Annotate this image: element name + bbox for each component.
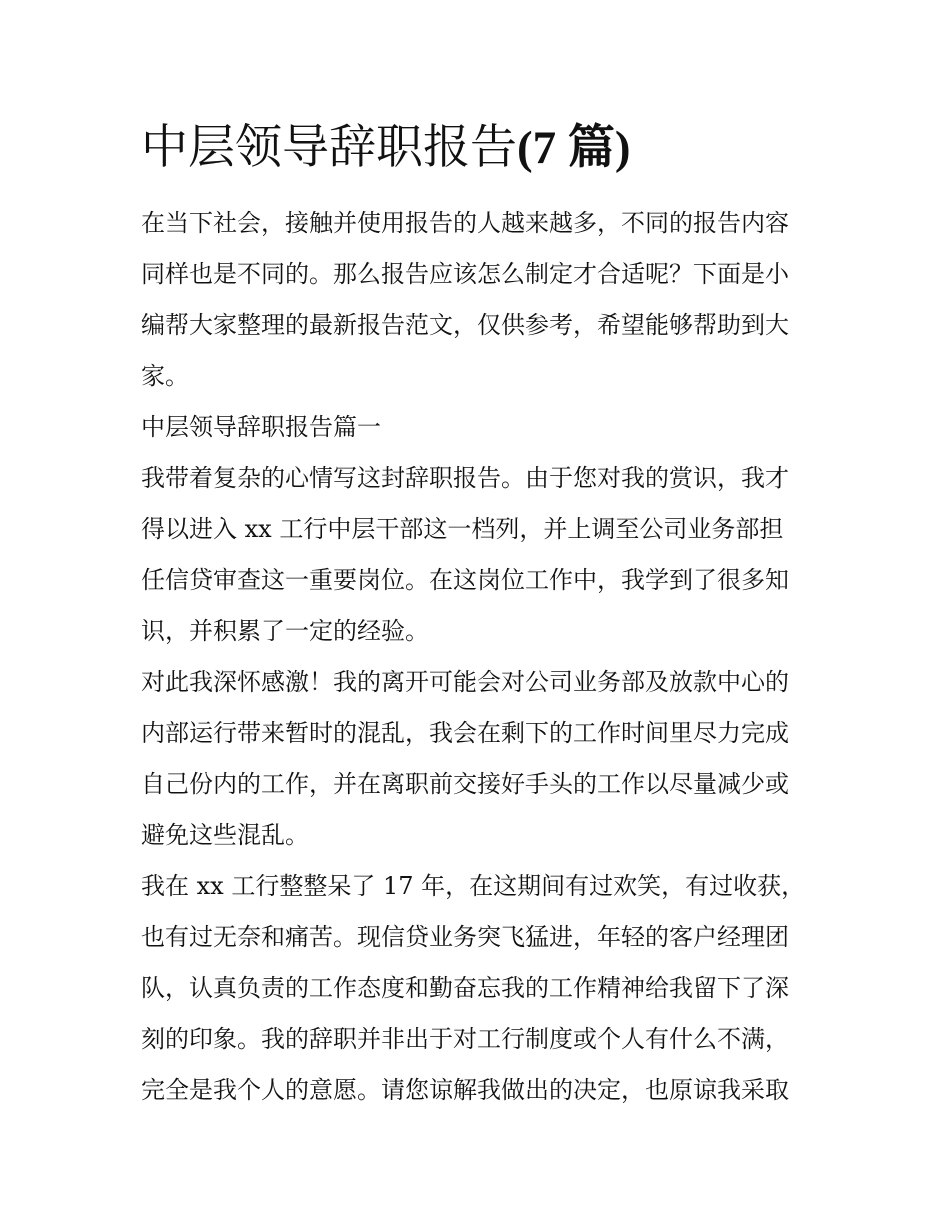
document-body [141, 112, 821, 1116]
paragraph-3-line-4: 刻的印象。我的辞职并非出于对工行制度或个人有什么不满， [141, 1025, 789, 1053]
paragraph-2-line-2: 内部运行带来暂时的混乱，我会在剩下的工作时间里尽力完成 [141, 719, 789, 747]
paragraph-1-line-2: 得以进入 xx 工行中层干部这一档列，并上调至公司业务部担 [141, 515, 784, 543]
paragraph-1-line-4: 识，并积累了一定的经验。 [141, 617, 429, 645]
intro-line-4: 家。 [141, 362, 189, 390]
paragraph-2-line-3: 自己份内的工作，并在离职前交接好手头的工作以尽量减少或 [141, 770, 789, 798]
intro-line-2: 同样也是不同的。那么报告应该怎么制定才合适呢？下面是小 [141, 260, 789, 288]
document-title [141, 112, 821, 184]
paragraph-3-line-2: 也有过无奈和痛苦。现信贷业务突飞猛进，年轻的客户经理团 [141, 923, 789, 951]
intro-line-3: 编帮大家整理的最新报告范文，仅供参考，希望能够帮助到大 [141, 311, 789, 339]
intro-line-1: 在当下社会，接触并使用报告的人越来越多，不同的报告内容 [141, 209, 789, 237]
paragraph-3-line-1: 我在 xx 工行整整呆了 17 年，在这期间有过欢笑，有过收获， [141, 872, 806, 900]
section-heading: 中层领导辞职报告篇一 [141, 413, 381, 441]
paragraph-2-line-1: 对此我深怀感激！我的离开可能会对公司业务部及放款中心的 [141, 668, 789, 696]
paragraph-1-line-3: 任信贷审查这一重要岗位。在这岗位工作中，我学到了很多知 [141, 566, 789, 594]
title-main: 中层领导辞职报告 [141, 120, 517, 175]
paragraph-3-line-5: 完全是我个人的意愿。请您谅解我做出的决定，也原谅我采取 [141, 1076, 789, 1104]
paragraph-2-line-4: 避免这些混乱。 [141, 821, 309, 849]
paragraph-1-line-1: 我带着复杂的心情写这封辞职报告。由于您对我的赏识，我才 [141, 464, 789, 492]
paragraph-3-line-3: 队，认真负责的工作态度和勤奋忘我的工作精神给我留下了深 [141, 974, 789, 1002]
title-suffix: (7 篇) [517, 122, 631, 174]
